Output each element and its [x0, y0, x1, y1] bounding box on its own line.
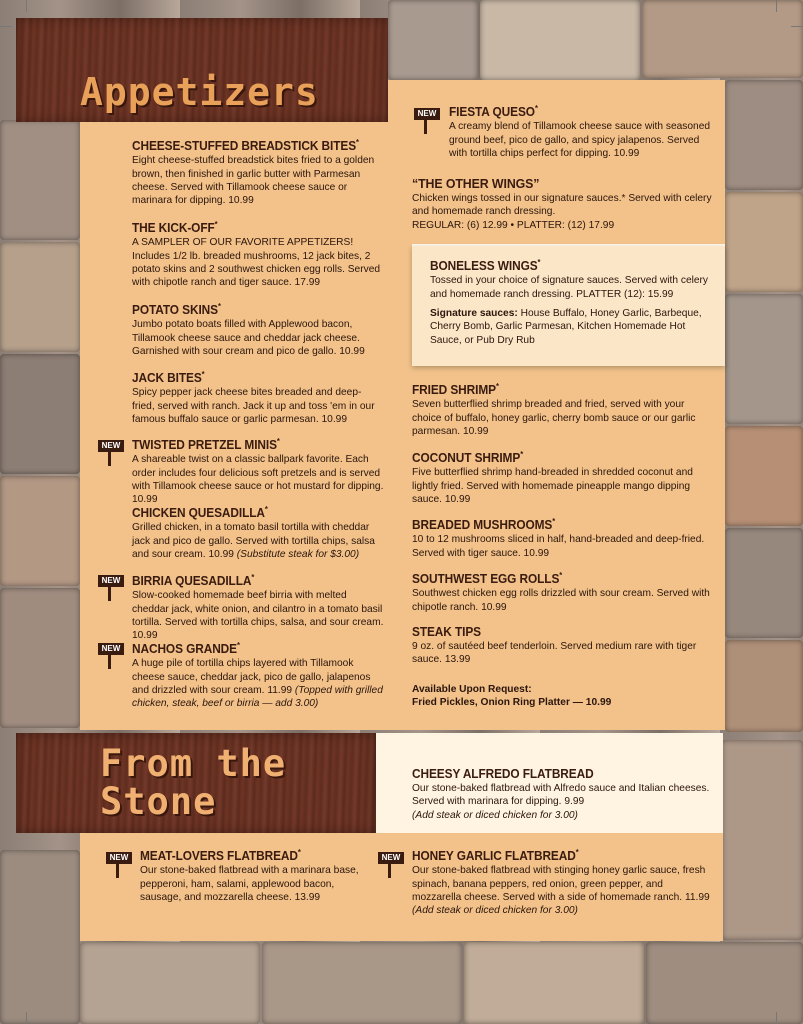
sauces-list: House Buffalo, Honey Garlic, Barbeque, Cherry Bomb, Garlic Parmesan, Kitchen Homemade Hot Sauce, or Pub Dry Rub: [430, 307, 702, 346]
crop-mark: [776, 0, 777, 12]
item-note: (Topped with grilled chicken, steak, beef or birria — add 3.00): [132, 684, 383, 710]
appetizers-banner: [16, 18, 388, 122]
new-badge-icon: NEW: [98, 575, 126, 601]
crop-mark: [26, 0, 27, 12]
menu-item: BONELESS WINGS* Tossed in your choice of signature sauces. Served with celery and homemade ranch dressing. PLATTER (12): 15.99 Signature sauces: House Buffalo, Honey Garlic, Barbeque, Cherry Bomb, Garlic Parmesan, Kitchen Homemade Hot Sauce, or Pub Dry Rub: [430, 258, 714, 347]
new-badge-icon: NEW: [378, 852, 406, 878]
item-desc: Tossed in your choice of signature sauces. Served with celery and homemade ranch dressing. PLATTER (12): 15.99: [430, 275, 709, 300]
item-desc: Our stone-baked flatbread with Alfredo sauce and Italian cheeses. Served with marinara for dipping. 9.99: [412, 783, 710, 808]
crop-mark: [791, 26, 803, 27]
item-name: MEAT-LOVERS FLATBREAD: [140, 849, 298, 864]
item-name: HONEY GARLIC FLATBREAD: [412, 849, 576, 864]
item-desc: 9 oz. of sautéed beef tenderloin. Served medium rare with tiger sauce. 13.99: [412, 641, 697, 666]
menu-item: MEAT-LOVERS FLATBREAD* Our stone-baked flatbread with a marinara base, pepperoni, ham, salami, applewood bacon, sausage, and mozzarella cheese. 13.99: [140, 848, 372, 904]
item-name: STEAK TIPS: [412, 625, 481, 639]
item-desc: Five butterflied shrimp hand-breaded in shredded coconut and lightly fried. Served with homemade pineapple mango dipping sauce. 10.99: [412, 467, 693, 505]
menu-item: [412, 625, 712, 667]
item-name: BREADED MUSHROOMS: [412, 518, 553, 533]
available-label: Available Upon Request:: [412, 684, 532, 695]
available-upon-request: [412, 682, 712, 710]
item-name: BONELESS WINGS: [430, 259, 538, 274]
item-name: POTATO SKINS: [132, 303, 218, 318]
item-desc: 10 to 12 mushrooms sliced in half, hand-breaded and deep-fried. Served with tiger sauce. 10.99: [412, 534, 705, 559]
item-desc: Jumbo potato boats filled with Applewood bacon, Tillamook cheese sauce and cheddar jack cheese. Garnished with sour cream and pico de gallo. 10.99: [132, 319, 365, 357]
menu-item: BREADED MUSHROOMS* 10 to 12 mushrooms sliced in half, hand-breaded and deep-fried. Served with tiger sauce. 10.99: [412, 517, 712, 560]
boneless-wings-box: [412, 246, 725, 366]
item-desc: Seven butterflied shrimp breaded and fried, served with your choice of buffalo, honey garlic, cherry bomb sauce or our garlic parmesan. 10.99: [412, 399, 696, 437]
menu-item: TWISTED PRETZEL MINIS* A shareable twist on a classic ballpark favorite. Each order includes four delicious soft pretzels and is served with Tillamook cheese sauce or hot mustard for dipping. 10.99: [132, 437, 384, 506]
item-name: BIRRIA QUESADILLA: [132, 574, 252, 589]
crop-mark: [776, 1012, 777, 1024]
menu-item: COCONUT SHRIMP* Five butterflied shrimp hand-breaded in shredded coconut and lightly fried. Served with homemade pineapple mango dipping sauce. 10.99: [412, 450, 712, 506]
item-desc: Chicken wings tossed in our signature sauces.* Served with celery and homemade ranch dressing.: [412, 193, 712, 218]
item-desc: A huge pile of tortilla chips layered with Tillamook cheese sauce, cheddar jack, pico de gallo, jalapenos and drizzled with sour cream. 11.99: [132, 658, 371, 696]
item-name: “THE OTHER WINGS”: [412, 176, 540, 191]
item-name: THE KICK-OFF: [132, 221, 215, 236]
item-desc: Grilled chicken, in a tomato basil tortilla with cheddar jack and pico de gallo. Served with tortilla chips, salsa and sour cream. 10.99: [132, 522, 375, 560]
item-desc: A SAMPLER OF OUR FAVORITE APPETIZERS! Includes 1/2 lb. breaded mushrooms, 12 jack bites, 2 potato skins and 2 southwest chicken egg rolls. Served with chipotle ranch and tiger sauce. 17.99: [132, 237, 381, 289]
menu-item: FRIED SHRIMP* Seven butterflied shrimp breaded and fried, served with your choice of buffalo, honey garlic, cherry bomb sauce or our garlic parmesan. 10.99: [412, 382, 712, 438]
item-name: CHEESY ALFREDO FLATBREAD: [412, 767, 594, 781]
menu-item: [412, 176, 712, 232]
menu-item: [412, 767, 712, 822]
item-name: SOUTHWEST EGG ROLLS: [412, 572, 560, 587]
menu-item: CHEESE-STUFFED BREADSTICK BITES* Eight cheese-stuffed breadstick bites fried to a golden brown, then finished in garlic butter with Parmesan cheese. Served with Tillamook cheese sauce or marinara for dipping. 10.99: [132, 138, 384, 208]
item-name: CHEESE-STUFFED BREADSTICK BITES: [132, 139, 357, 154]
item-name: FIESTA QUESO: [449, 105, 535, 120]
item-desc: Slow-cooked homemade beef birria with melted cheddar jack, white onion, and cilantro in a tomato basil tortilla. Served with tortilla chips, salsa, and sour cream. 10.99: [132, 590, 384, 642]
menu-item: NACHOS GRANDE* A huge pile of tortilla chips layered with Tillamook cheese sauce, cheddar jack, pico de gallo, jalapenos and drizzled with sour cream. 11.99 (Topped with grilled chicken, steak, beef or birria — add 3.00): [132, 641, 383, 710]
crop-mark: [0, 26, 12, 27]
item-desc: A creamy blend of Tillamook cheese sauce with seasoned ground beef, pico de gallo, and spicy jalapenos. Served with tortilla chips perfect for dipping. 10.99: [449, 121, 711, 159]
item-desc: Our stone-baked flatbread with a marinara base, pepperoni, ham, salami, applewood bacon, sausage, and mozzarella cheese. 13.99: [140, 865, 359, 903]
menu-item: FIESTA QUESO* A creamy blend of Tillamook cheese sauce with seasoned ground beef, pico de gallo, and spicy jalapenos. Served with tortilla chips perfect for dipping. 10.99: [449, 104, 711, 159]
item-note: (Add steak or diced chicken for 3.00): [412, 809, 578, 821]
new-badge-icon: NEW: [414, 108, 442, 134]
menu-item: CHICKEN QUESADILLA* Grilled chicken, in a tomato basil tortilla with cheddar jack and pico de gallo. Served with tortilla chips, salsa and sour cream. 10.99 (Substitute steak for $3.00): [132, 505, 375, 560]
item-name: JACK BITES: [132, 371, 202, 386]
menu-item: THE KICK-OFF* A SAMPLER OF OUR FAVORITE APPETIZERS! Includes 1/2 lb. breaded mushrooms, 12 jack bites, 2 potato skins and 2 southwest chicken egg rolls. Served with chipotle ranch and tiger sauce. 17.99: [132, 220, 384, 290]
new-badge-icon: NEW: [98, 643, 126, 669]
new-badge-icon: NEW: [106, 852, 134, 878]
item-prices: REGULAR: (6) 12.99 • PLATTER: (12) 17.99: [412, 219, 615, 231]
stone-banner: [16, 733, 376, 833]
item-name: NACHOS GRANDE: [132, 642, 237, 657]
item-name: CHICKEN QUESADILLA: [132, 506, 265, 521]
stone-title: From the Stone: [100, 742, 287, 823]
item-desc: Eight cheese-stuffed breadstick bites fried to a golden brown, then finished in garlic butter with Parmesan cheese. Served with Tillamook cheese sauce or marinara for dipping. 10.99: [132, 155, 375, 207]
item-name: TWISTED PRETZEL MINIS: [132, 438, 277, 453]
crop-mark: [26, 1012, 27, 1024]
menu-item: BIRRIA QUESADILLA* Slow-cooked homemade beef birria with melted cheddar jack, white onion, and cilantro in a tomato basil tortilla. Served with tortilla chips, salsa, and sour cream. 10.99: [132, 573, 384, 642]
appetizers-title: Appetizers: [80, 70, 319, 114]
menu-item: HONEY GARLIC FLATBREAD* Our stone-baked flatbread with stinging honey garlic sauce, fresh spinach, banana peppers, red onion, green pepper, and mozzarella cheese. Served with a side of homemade ranch. 11.99 (Add steak or diced chicken for 3.00): [412, 848, 710, 917]
item-name: FRIED SHRIMP: [412, 383, 496, 398]
item-desc: Spicy pepper jack cheese bites breaded and deep-fried, served with ranch. Jack it up and toss 'em in our famous buffalo sauce or garlic parmesan. 10.99: [132, 387, 375, 425]
menu-item: POTATO SKINS* Jumbo potato boats filled with Applewood bacon, Tillamook cheese sauce and cheddar jack cheese. Garnished with sour cream and pico de gallo. 10.99: [132, 302, 384, 358]
available-items: Fried Pickles, Onion Ring Platter — 10.99: [412, 697, 612, 709]
item-desc: Our stone-baked flatbread with stinging honey garlic sauce, fresh spinach, banana peppers, red onion, green pepper, and mozzarella cheese. Served with a side of homemade ranch. 11.99: [412, 865, 710, 903]
new-badge-icon: NEW: [98, 440, 126, 466]
item-note: (Substitute steak for $3.00): [236, 548, 360, 560]
menu-item: SOUTHWEST EGG ROLLS* Southwest chicken egg rolls drizzled with sour cream. Served with chipotle ranch. 10.99: [412, 571, 712, 614]
item-name: COCONUT SHRIMP: [412, 451, 521, 466]
item-note: (Add steak or diced chicken for 3.00): [412, 905, 578, 917]
item-desc: A shareable twist on a classic ballpark favorite. Each order includes four delicious soft pretzels and is served with Tillamook cheese sauce or hot mustard for dipping. 10.99: [132, 454, 384, 506]
item-desc: Southwest chicken egg rolls drizzled with sour cream. Served with chipotle ranch. 10.99: [412, 588, 710, 613]
sauces-label: Signature sauces:: [430, 307, 518, 319]
menu-item: JACK BITES* Spicy pepper jack cheese bites breaded and deep-fried, served with ranch. Jack it up and toss 'em in our famous buffalo sauce or garlic parmesan. 10.99: [132, 370, 384, 426]
